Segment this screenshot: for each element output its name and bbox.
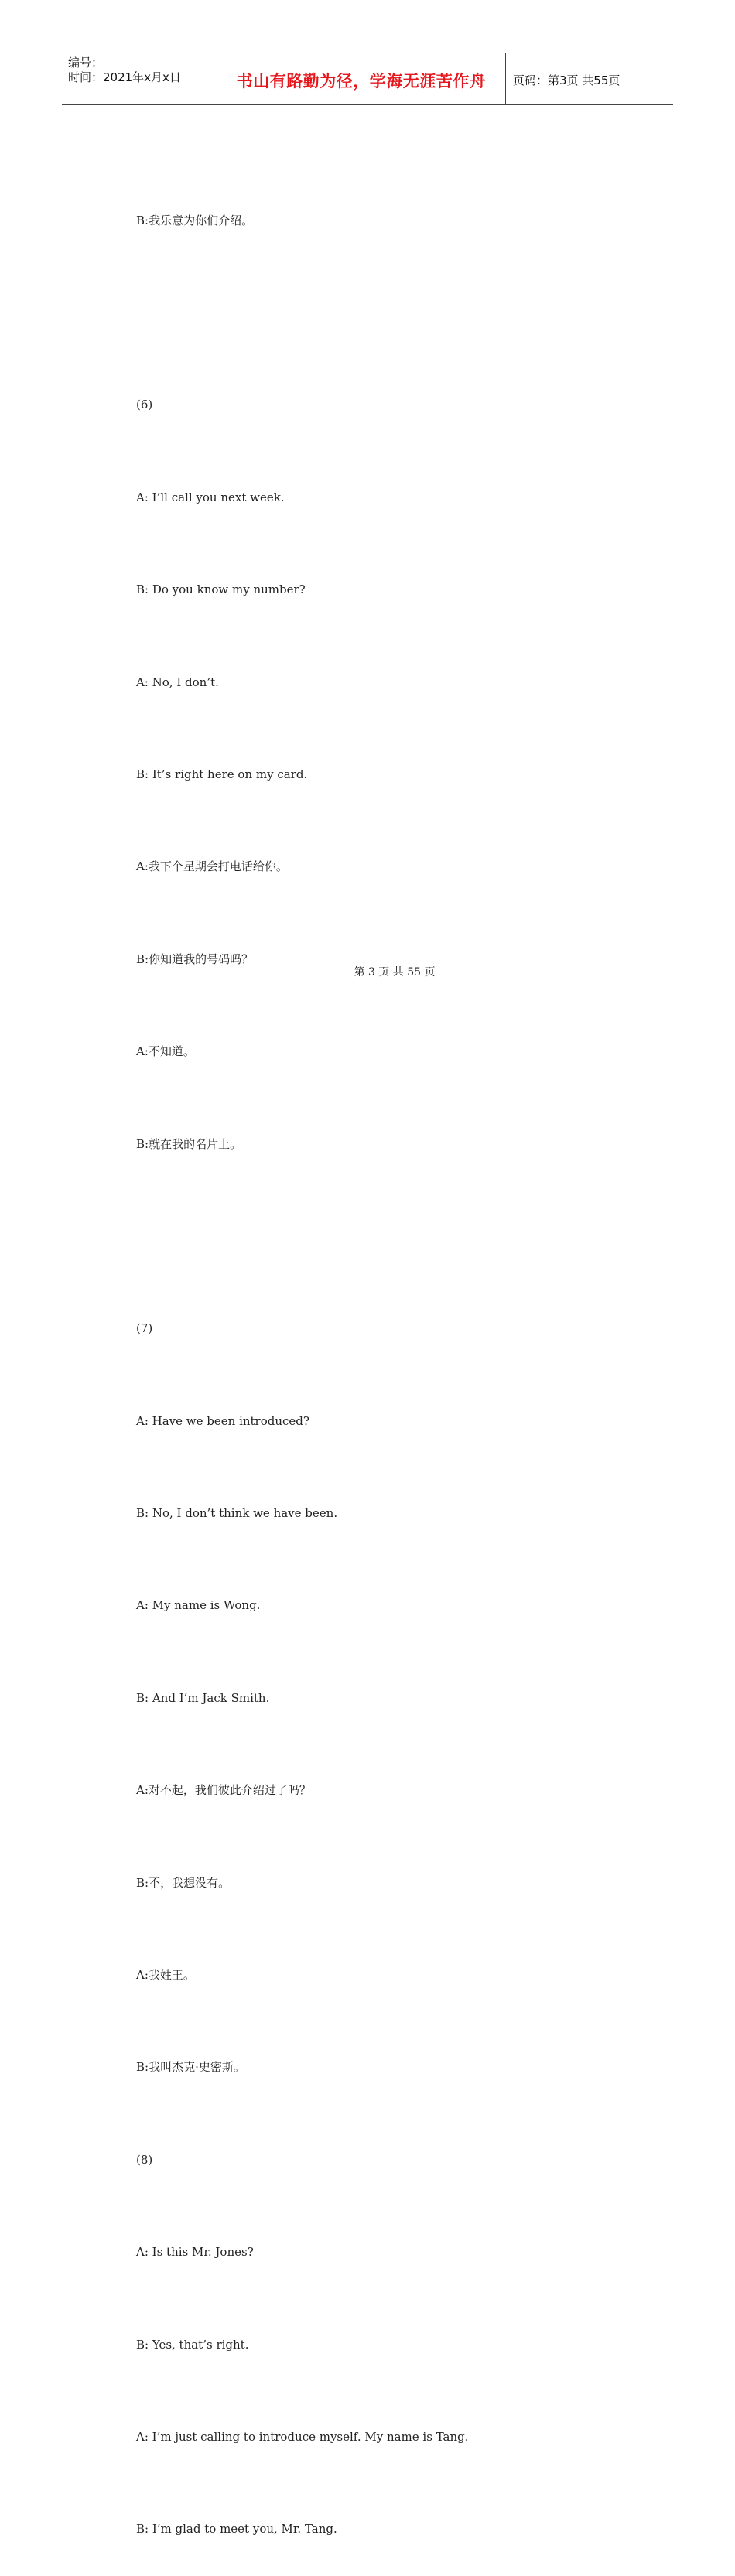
- text-line: A: Is this Mr. Jones?: [136, 2245, 254, 2260]
- header-motto: 书山有路勤为径，学海无涯苦作舟: [217, 53, 506, 104]
- text-line: B:就在我的名片上。: [136, 1136, 242, 1151]
- text-line: B: And I’m Jack Smith.: [136, 1690, 270, 1705]
- page-header: [62, 53, 673, 105]
- text-line: A: Have we been introduced?: [136, 1413, 309, 1428]
- text-line: B:你知道我的号码吗？: [136, 951, 254, 966]
- text-line: A: No, I don’t.: [136, 675, 219, 689]
- header-meta: [62, 53, 217, 104]
- blank-line: [136, 1221, 670, 1252]
- document-body: [136, 144, 670, 2576]
- text-line: A: I’ll call you next week.: [136, 490, 285, 504]
- section-number: (7): [136, 1321, 153, 1336]
- time-label: 时间：2021年x月x日: [68, 70, 181, 84]
- text-line: B: Do you know my number?: [136, 583, 306, 597]
- text-line: A: I’m just calling to introduce myself. My name is Tang.: [136, 2429, 469, 2444]
- text-line: B: No, I don’t think we have been.: [136, 1506, 338, 1521]
- section-number: (6): [136, 398, 153, 412]
- text-line: B:不，我想没有。: [136, 1875, 231, 1890]
- text-line: A:我姓王。: [136, 1968, 195, 1983]
- text-line: A: My name is Wong.: [136, 1598, 261, 1613]
- text-line: B: I’m glad to meet you, Mr. Tang.: [136, 2522, 337, 2537]
- text-line: B:我乐意为你们介绍。: [136, 213, 254, 227]
- section-number: (8): [136, 2152, 153, 2167]
- text-line: B: Yes, that’s right.: [136, 2337, 249, 2352]
- serial-label: 编号：: [68, 56, 104, 70]
- text-line: A:不知道。: [136, 1044, 195, 1059]
- page-footer: 第 3 页 共 55 页: [354, 966, 436, 979]
- text-line: A:我下个星期会打电话给你。: [136, 859, 288, 874]
- text-line: B: It’s right here on my card.: [136, 767, 308, 781]
- header-page-info: 页码：第3页 共55页: [513, 73, 620, 87]
- blank-line: [136, 298, 670, 329]
- text-line: A:对不起，我们彼此介绍过了吗？: [136, 1783, 311, 1798]
- text-line: B:我叫杰克·史密斯。: [136, 2060, 245, 2075]
